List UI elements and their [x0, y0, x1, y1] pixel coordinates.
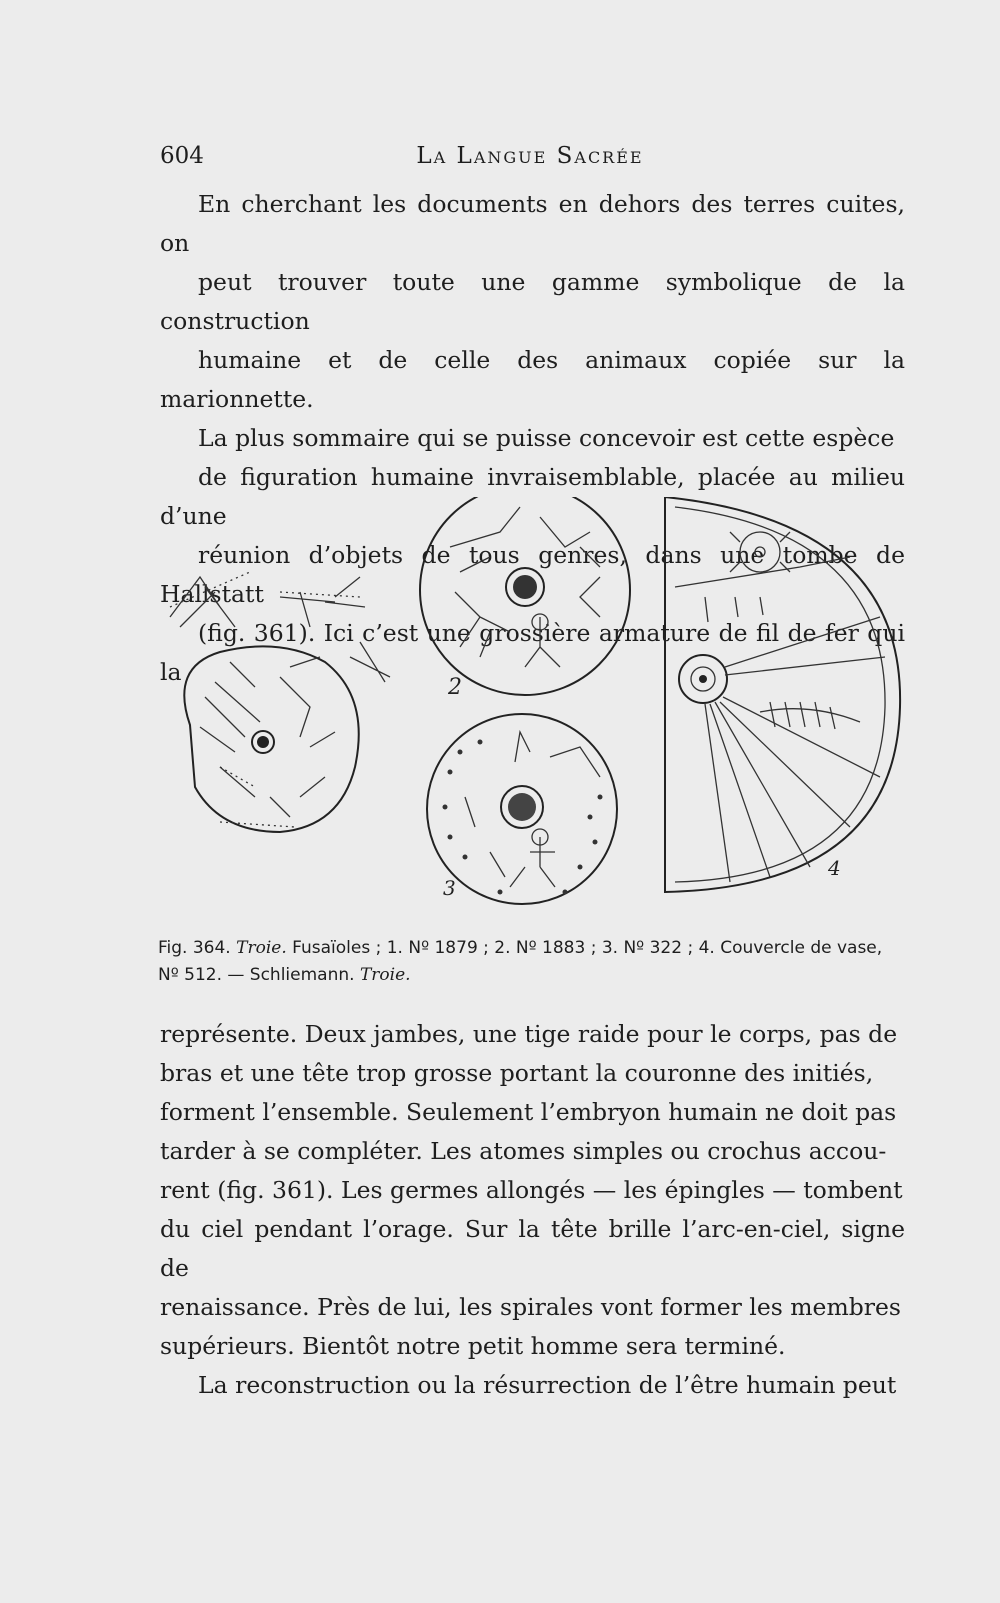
whorl-1: [170, 572, 390, 832]
text-line: de figuration humaine invraisemblable, placée au milieu d’une: [160, 463, 905, 530]
caption-text: Fusaïoles ; 1. Nº 1879 ; 2. Nº 1883 ; 3. Nº 322 ; 4. Couvercle de vase, Nº 512. — Schliemann.: [158, 938, 883, 985]
whorl-2: [420, 497, 630, 695]
vase-lid-4: [665, 497, 900, 892]
paragraph: [160, 1015, 905, 1366]
text-line: réunion d’objets de tous genres, dans une tombe de Hallstatt: [160, 541, 905, 608]
figure-label-4: 4: [828, 856, 841, 880]
text-line: (fig. 361). Ici c’est une grossière armature de fil de fer qui la: [160, 619, 905, 686]
figure-illustration: [160, 497, 905, 922]
figure-label-2: 2: [448, 675, 462, 700]
text-line: forment l’ensemble. Seulement l’embryon humain ne doit pas: [160, 1098, 897, 1126]
text-line: peut trouver toute une gamme symbolique de la construction: [160, 268, 905, 335]
text-line: La reconstruction ou la résurrection de l’être humain peut: [198, 1371, 897, 1399]
page-header: [160, 143, 900, 179]
caption-place: Troie.: [236, 938, 287, 958]
spindle-whorls-drawing: [160, 497, 905, 922]
text-line: rent (fig. 361). Les germes allongés — les épingles — tombent: [160, 1176, 903, 1204]
caption-place-end: Troie.: [359, 965, 411, 985]
running-title: La Langue Sacrée: [416, 143, 644, 169]
text-line: supérieurs. Bientôt notre petit homme sera terminé.: [160, 1332, 786, 1360]
caption-figure-number: Fig. 364.: [158, 938, 231, 958]
text-line: La plus sommaire qui se puisse concevoir est cette espèce: [198, 424, 895, 452]
page-number: 604: [160, 143, 204, 169]
text-line: représente. Deux jambes, une tige raide pour le corps, pas de: [160, 1020, 898, 1048]
text-line: bras et une tête trop grosse portant la couronne des initiés,: [160, 1059, 874, 1087]
text-line: du ciel pendant l’orage. Sur la tête brille l’arc-en-ciel, signe de: [160, 1215, 905, 1282]
paragraph: [160, 185, 905, 419]
figure-label-3: 3: [443, 876, 456, 900]
figure-caption: [158, 935, 903, 989]
body-text-bottom: [160, 1015, 905, 1405]
paragraph: [160, 1366, 905, 1405]
text-line: tarder à se compléter. Les atomes simples ou crochus accou-: [160, 1137, 887, 1165]
text-line: humaine et de celle des animaux copiée sur la marionnette.: [160, 346, 905, 413]
text-line: En cherchant les documents en dehors des terres cuites, on: [160, 190, 905, 257]
text-line: renaissance. Près de lui, les spirales vont former les membres: [160, 1293, 901, 1321]
